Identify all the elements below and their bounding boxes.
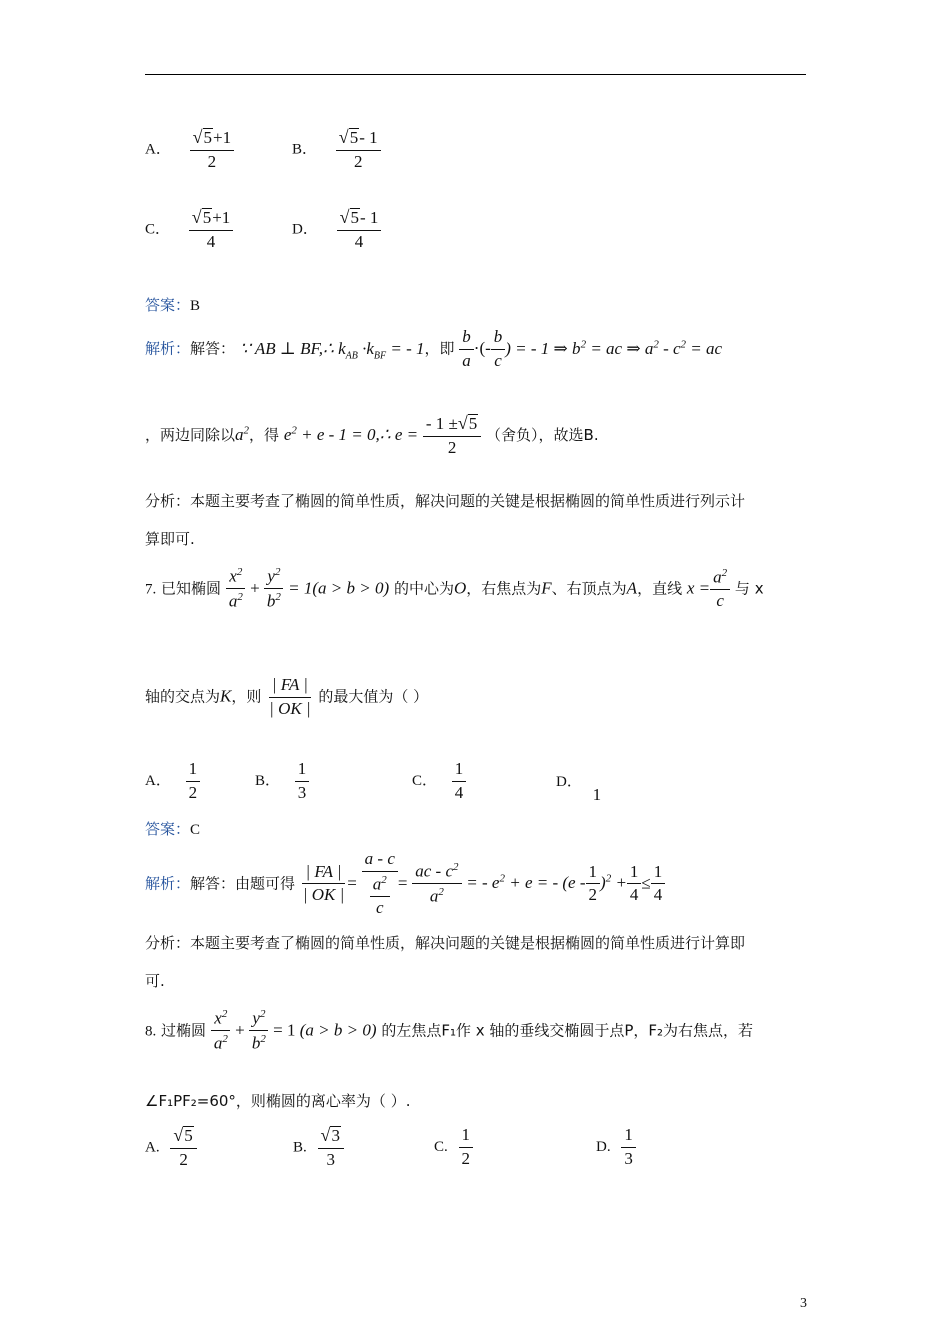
q8-option-c: C. $\frac{1}{2}$: [434, 1126, 473, 1168]
header-rule: [145, 74, 806, 75]
q6-answer: 答案：B: [145, 296, 201, 314]
q6-fenxi: 分析：本题主要考查了椭圆的简单性质，解决问题的关键是根据椭圆的简单性质进行列示计: [145, 492, 746, 510]
q6-analysis-line2: ，两边同除以$a^2$，得 $e^2 + e - 1$ = 0,∴ e = - 1 ± √ 5 2 （舍负），故选B.: [145, 413, 599, 457]
q8-stem-line2: ∠F₁PF₂=60°，则椭圆的离心率为（ ）.: [145, 1092, 411, 1110]
page-number: 3: [800, 1296, 807, 1311]
q6-option-a: A． √ 5 +1 2: [145, 128, 234, 171]
q6-option-b: B． √ 5 - 1 2: [292, 128, 381, 171]
option-label: A．: [145, 141, 171, 158]
q6-option-d: D． √ 5 - 1 4: [292, 208, 381, 251]
q7-stem: 7. 已知椭圆 $\frac{x^2}{a^2}$ + $\frac{y^2}{b^2}$ = 1(a > b > 0) 的中心为O，右焦点为F、右顶点为A，直线 x = $\frac{a^2}{c}$ 与 x: [145, 566, 764, 611]
q7-option-c: C． $\frac{1}{4}$: [412, 760, 466, 802]
q6-fenxi-2: 算即可.: [145, 530, 195, 548]
q7-fenxi-2: 可.: [145, 972, 165, 990]
q8-stem: 8. 过椭圆 $\frac{x^2}{a^2}$ + $\frac{y^2}{b^2}$ = 1 (a > b > 0) 的左焦点F₁作 x 轴的垂线交椭圆于点P，F₂为右焦点，若: [145, 1008, 754, 1053]
q7-analysis: 解析：解答：由题可得 $\frac{| FA |}{| OK |}$ = $\frac{a - c}{\frac{a^2}{c}}$ = $\frac{ac - c^2}{a^2}$ = - $e^2 + e$ = - (e - $\frac{1}{2}$ )$^2$ + $\frac{1}{4}$ ≤ $\frac{1}{4}$: [145, 850, 665, 918]
q7-answer: 答案：C: [145, 820, 201, 838]
q7-stem-line2: 轴的交点为K，则 $\frac{| FA |}{| OK |}$ 的最大值为（ ）: [145, 675, 429, 718]
q7-option-d: D． 1: [556, 774, 602, 804]
q7-option-b: B． $\frac{1}{3}$: [255, 760, 309, 802]
q7-option-a: A． $\frac{1}{2}$: [145, 760, 200, 802]
math-perp: ∵ AB ⊥ BF,∴ $k_{AB} \cdot k_{BF}$ = - 1: [239, 338, 425, 362]
q7-fenxi: 分析：本题主要考查了椭圆的简单性质，解决问题的关键是根据椭圆的简单性质进行计算即: [145, 934, 746, 952]
q8-option-d: D. $\frac{1}{3}$: [596, 1126, 636, 1168]
q8-option-b: B. √ 3 3: [293, 1126, 344, 1169]
q8-option-a: A. √ 5 2: [145, 1126, 197, 1169]
q6-analysis-line1: 解析：解答： ∵ AB ⊥ BF,∴ $k_{AB} \cdot k_{BF}$ = - 1，即 $\frac{b}{a}$ ·(- $\frac{b}{c}$ ) = - 1 ⇒ $b^2$ = ac ⇒ $a^2 - c^2$ = ac: [145, 327, 723, 370]
q6-option-c: C． √ 5 +1 4: [145, 208, 233, 251]
